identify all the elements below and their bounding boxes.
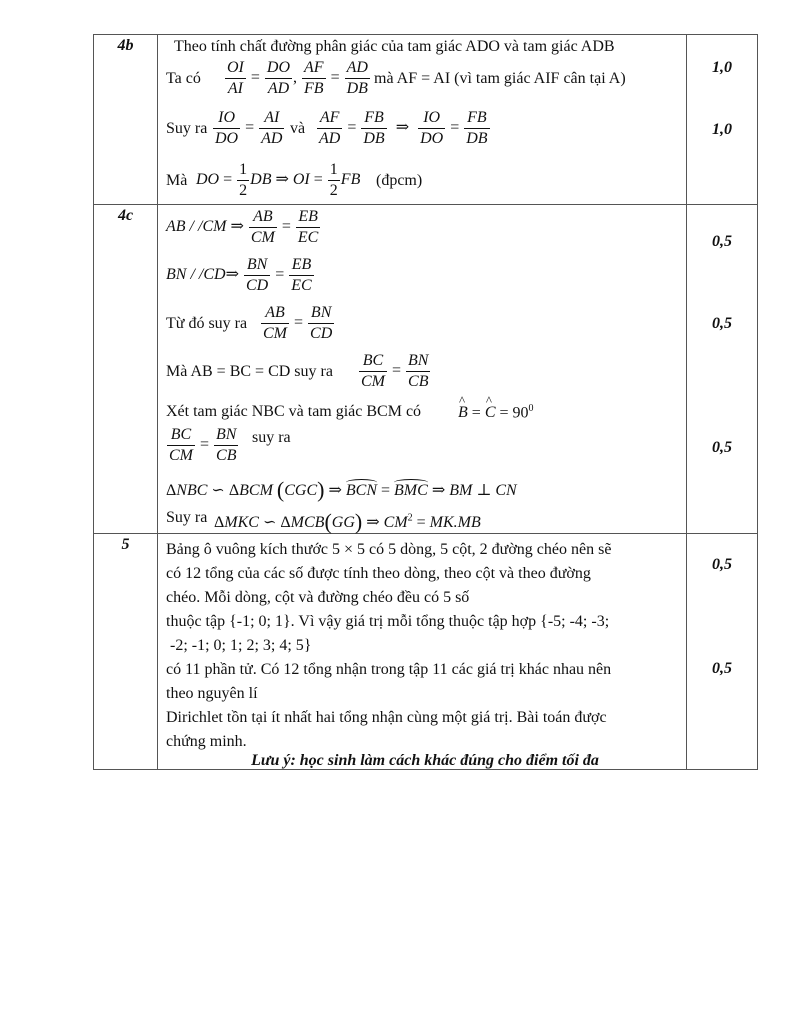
text-line: -2; -1; 0; 1; 2; 3; 4; 5} [166,637,312,654]
formula-line [158,255,686,301]
formula-line [158,351,686,397]
formula-line [158,160,686,204]
score-cell [687,35,758,205]
row-label: 4c [94,205,158,534]
formula: ΔMKC ∽ ΔMCB(GG) ⇒ $CM^2 = MK.MB$ [214,509,481,534]
text-ma-af: mà AF = AI (vì tam giác AIF cân tại A) [374,70,626,87]
score-cell [687,534,758,770]
row-content [158,35,687,205]
formula: BN / /CD⇒ $\frac{BN}{CD}$ = $\frac{EB}{EC}$ [166,256,312,294]
text-dpcm: (đpcm) [376,172,423,189]
answer-table [93,34,758,770]
formula-line [158,106,686,156]
text-va: và [290,120,306,137]
score: 0,5 [712,315,732,332]
score: 1,0 [712,59,732,76]
text-line: có 12 tổng của các số được tính theo dòng, theo cột và theo đường [166,565,591,582]
paragraph [158,534,686,754]
formula-line [158,399,686,423]
formula-line [158,425,686,471]
score: 0,5 [712,556,732,573]
formula: ΔNBC ∽ ΔBCM (CGC) ⇒ BCN = BMC ⇒ BM ⊥ CN [166,477,517,502]
formula: $\frac{BC}{CM}$ = $\frac{BN}{CB}$ [361,352,429,390]
formula-line [158,207,686,253]
row-content [158,205,687,534]
row-content [158,534,687,770]
text-line: chéo. Mỗi dòng, cột và đường chéo đều có 5 số [166,589,470,606]
formula-line [158,505,686,533]
text-suy-ra: suy ra [252,429,291,446]
score: 0,5 [712,439,732,456]
row-label: 4b [94,35,158,205]
formula: $\frac{OI}{AI}$ = $\frac{DO}{AD}$ , $\frac{AF}{FB}$ = $\frac{AD}{DB}$ [227,59,368,97]
formula-line [158,473,686,503]
formula-line [158,58,686,104]
formula: $\frac{IO}{DO}$ = $\frac{AI}{AD}$ [215,109,283,147]
text-line: có 11 phần tử. Có 12 tổng nhận trong tập 11 các giá trị khác nhau nên [166,661,612,678]
text-tu-do: Từ đó suy ra [166,315,248,332]
formula: $\frac{AB}{CM}$ = $\frac{BN}{CD}$ [263,304,333,342]
text-ta-co: Ta có [166,70,201,87]
formula: $\frac{BC}{CM}$ = $\frac{BN}{CB}$ [169,426,237,464]
text-ma: Mà [166,172,188,189]
comma: , [293,69,298,87]
text-line: theo nguyên lí [166,685,258,702]
footer-note: Lưu ý: học sinh làm cách khác đúng cho điểm tối đa [251,752,599,769]
text-line: thuộc tập {-1; 0; 1}. Vì vậy giá trị mỗi tổng thuộc tập hợp {-5; -4; -3; [166,613,610,630]
row-4b [94,35,758,205]
formula: $\frac{AF}{AD}$ = $\frac{FB}{DB}$ ⇒ $\frac{IO}{DO}$ = $\frac{FB}{DB}$ [319,109,488,147]
score: 0,5 [712,660,732,677]
text-suy-ra: Suy ra [166,509,208,526]
text-suy-ra: Suy ra [166,120,208,137]
row-4c [94,205,758,534]
text-line: chứng minh. [166,733,247,750]
row-5 [94,534,758,770]
formula: AB / /CM ⇒ $\frac{AB}{CM}$ = $\frac{EB}{EC}$ [166,208,319,246]
formula: DO = $\frac{1}{2}$ DB ⇒ OI = $\frac{1}{2}$ FB [196,161,361,199]
text-ma-ab: Mà AB = BC = CD suy ra [166,363,333,380]
text-xet: Xét tam giác NBC và tam giác BCM có [166,403,422,420]
score: 0,5 [712,233,732,250]
score-cell [687,205,758,534]
row-label: 5 [94,534,158,770]
formula: ^ B = ^ $C = 90^0$ [458,403,534,422]
text-line: Bảng ô vuông kích thước 5 × 5 có 5 dòng, 5 cột, 2 đường chéo nên sẽ [166,541,612,558]
formula-line [158,303,686,349]
text-line: Theo tính chất đường phân giác của tam giác ADO và tam giác ADB [174,38,615,55]
score: 1,0 [712,121,732,138]
text-line: Dirichlet tồn tại ít nhất hai tổng nhận cùng một giá trị. Bài toán được [166,709,607,726]
